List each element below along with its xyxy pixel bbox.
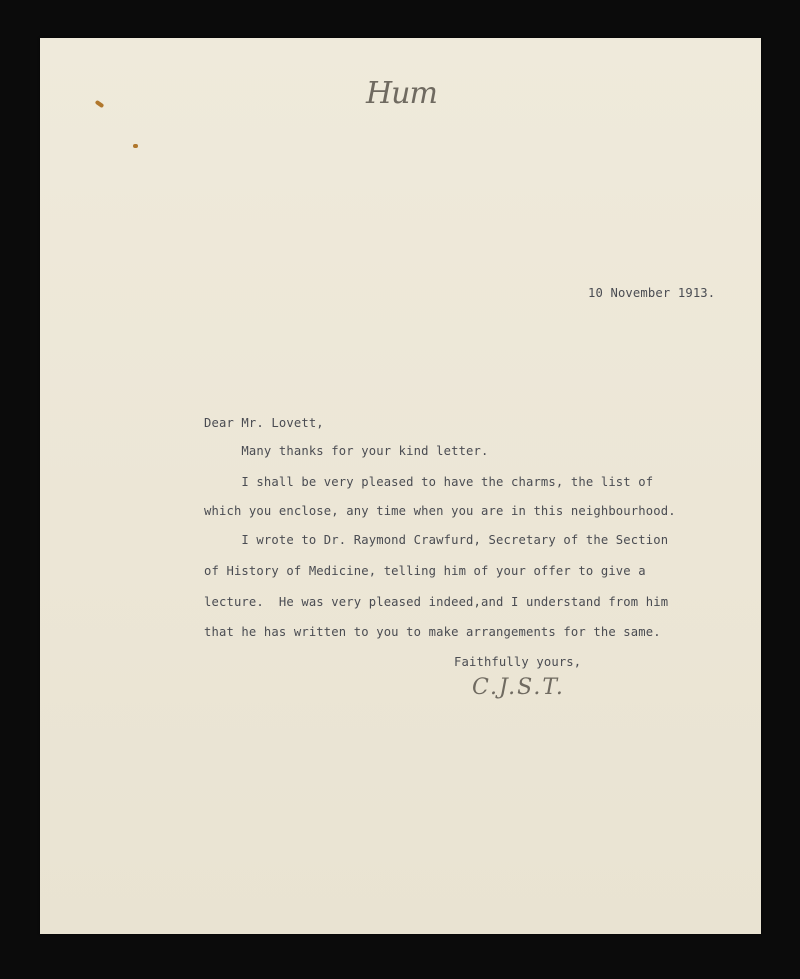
- signature: C.J.S.T.: [472, 675, 565, 700]
- body-line: Many thanks for your kind letter.: [204, 444, 489, 458]
- body-line: that he has written to you to make arrangements for the same.: [204, 625, 661, 639]
- salutation: Dear Mr. Lovett,: [204, 416, 324, 430]
- handwritten-annotation: Hum: [366, 76, 437, 111]
- rust-stain: [133, 144, 138, 148]
- letter-sheet: [40, 38, 761, 934]
- rust-stain: [95, 100, 105, 108]
- body-line: which you enclose, any time when you are in this neighbourhood.: [204, 504, 676, 518]
- closing: Faithfully yours,: [454, 655, 582, 669]
- letter-date: 10 November 1913.: [588, 286, 716, 300]
- body-line: of History of Medicine, telling him of your offer to give a: [204, 564, 646, 578]
- body-line: lecture. He was very pleased indeed,and I understand from him: [204, 595, 669, 609]
- body-line: I wrote to Dr. Raymond Crawfurd, Secretary of the Section: [204, 533, 669, 547]
- body-line: I shall be very pleased to have the charms, the list of: [204, 475, 654, 489]
